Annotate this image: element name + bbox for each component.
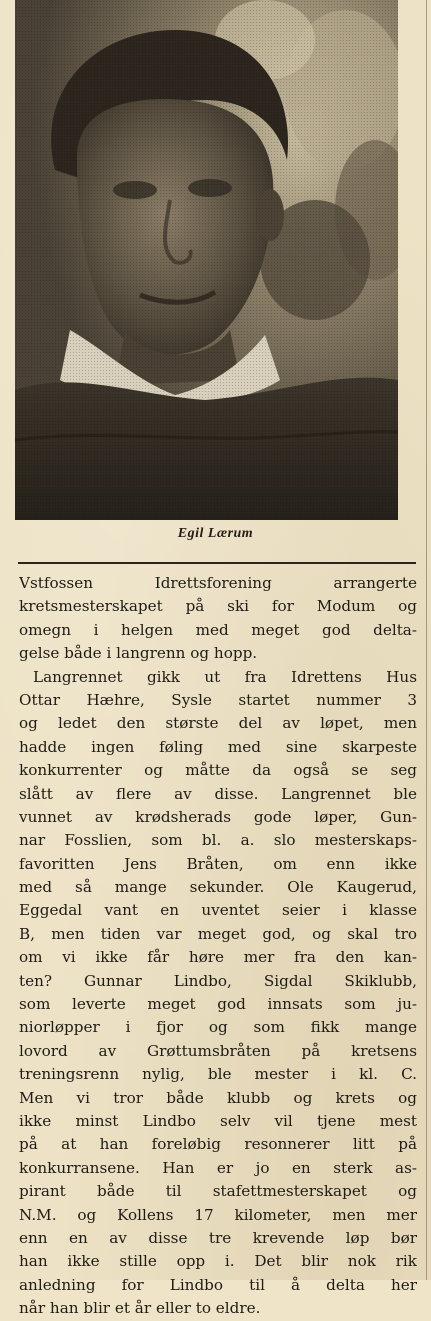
article-line: niorløpper i fjor og som fikk mange [19, 1018, 417, 1037]
article-line: Men vi tror både klubb og krets og [19, 1088, 417, 1107]
column-edge [426, 0, 427, 1280]
article-line: på at han foreløbig resonnerer litt på [19, 1135, 417, 1154]
article-line: lovord av Grøttumsbråten på kretsens [19, 1041, 417, 1060]
article-body [19, 572, 417, 1321]
article-line: nar Fosslien, som bl. a. slo mesterskaps- [19, 831, 417, 850]
article-line: N.M. og Kollens 17 kilometer, men mer [19, 1205, 417, 1224]
article-line: B, men tiden var meget god, og skal tro [19, 924, 417, 943]
divider [18, 562, 416, 564]
article-line: ten? Gunnar Lindbo, Sigdal Skiklubb, [19, 971, 417, 990]
article-line: anledning for Lindbo til å delta her [19, 1275, 417, 1294]
article-line: om vi ikke får høre mer fra den kan- [19, 948, 417, 967]
article-line: Langrennet gikk ut fra Idrettens Hus [33, 667, 417, 686]
article-line: vunnet av krødsherads gode løper, Gun- [19, 807, 417, 826]
article-line: kretsmesterskapet på ski for Modum og [19, 597, 417, 616]
article-line: ikke minst Lindbo selv vil tjene mest [19, 1111, 417, 1130]
article-line: pirant både til stafettmesterskapet og [19, 1182, 417, 1201]
article-line: han ikke stille opp i. Det blir nok rik [19, 1252, 417, 1271]
article-line: som leverte meget god innsats som ju- [19, 995, 417, 1014]
article-line: Vstfossen Idrettsforening arrangerte [19, 574, 417, 592]
article-line: med så mange sekunder. Ole Kaugerud, [19, 878, 417, 897]
article-line: konkurrenter og måtte da også se seg [19, 761, 417, 780]
article-line: favoritten Jens Bråten, om enn ikke [19, 854, 417, 873]
article-line: omegn i helgen med meget god delta- [19, 620, 417, 639]
article-line: treningsrenn nylig, ble mester i kl. C. [19, 1065, 417, 1084]
photo-caption: Egil Lærum [177, 526, 254, 541]
portrait-photo [15, 0, 398, 520]
article-line: konkurransene. Han er jo en sterk as- [19, 1158, 417, 1177]
article-line: slått av flere av disse. Langrennet ble [19, 784, 417, 803]
article-line: og ledet den største del av løpet, men [19, 714, 417, 733]
article-line: når han blir et år eller to eldre. [19, 1299, 261, 1318]
article-line: Ottar Hæhre, Sysle startet nummer 3 [19, 690, 417, 709]
article-line: gelse både i langrenn og hopp. [19, 644, 258, 663]
article-line: enn en av disse tre krevende løp bør [19, 1228, 417, 1247]
article-line: hadde ingen føling med sine skarpeste [19, 737, 417, 756]
article-line: Eggedal vant en uventet seier i klasse [19, 901, 417, 920]
